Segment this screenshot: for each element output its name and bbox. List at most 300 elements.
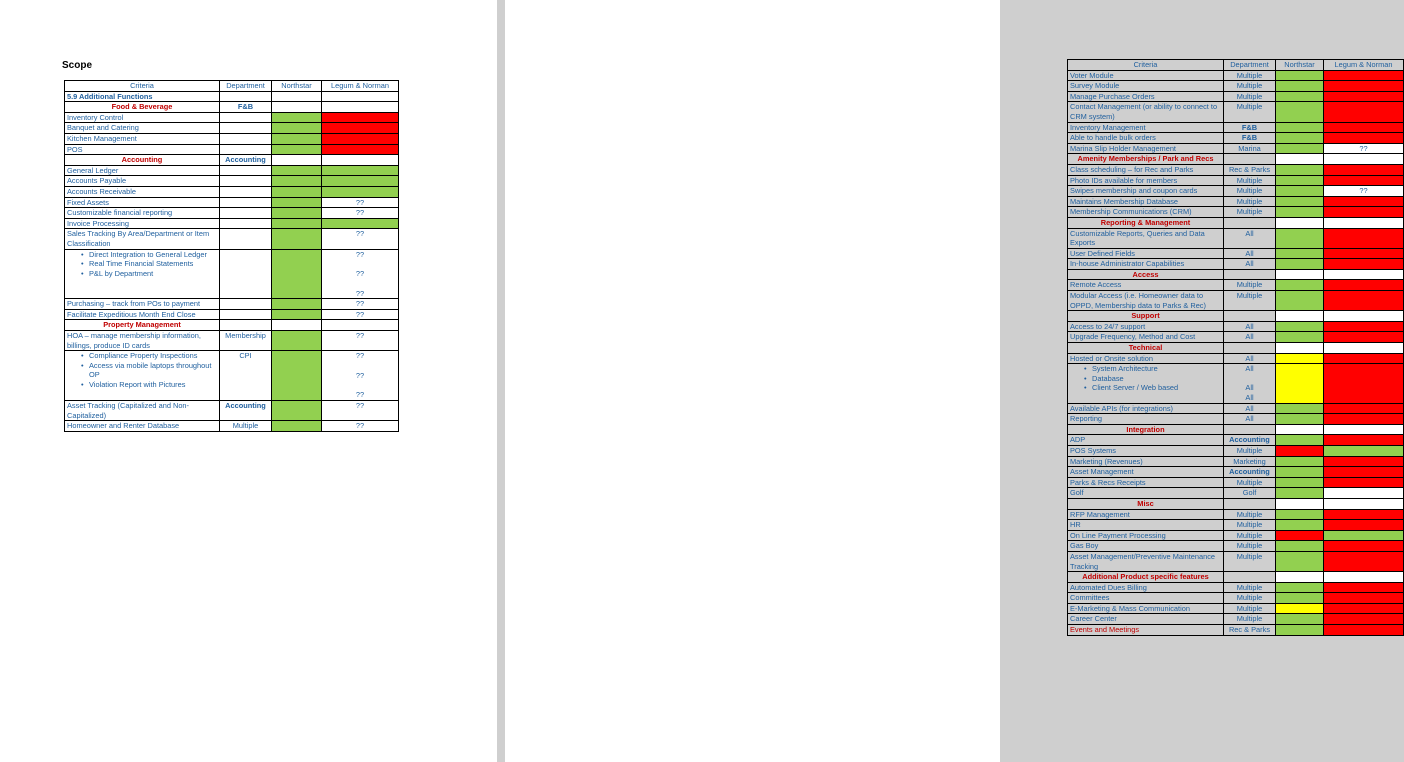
table-row [65, 331, 399, 351]
northstar-rating-cell [1276, 343, 1324, 354]
legum-norman-rating-cell [1324, 343, 1404, 354]
criteria-cell [65, 133, 220, 144]
bullet-item: • Compliance Property Inspections [67, 351, 217, 361]
criteria-cell [1068, 530, 1224, 541]
criteria-cell [1068, 280, 1224, 291]
legum-norman-rating-cell [1324, 364, 1404, 403]
department-text: All [1245, 353, 1254, 363]
question-mark: ?? [355, 401, 365, 411]
northstar-rating-cell [1276, 70, 1324, 81]
criteria-text: Automated Dues Billing [1070, 582, 1147, 592]
criteria-cell [1068, 424, 1224, 435]
criteria-cell [65, 155, 220, 166]
criteria-text: Committees [1070, 593, 1110, 603]
criteria-text: Fixed Assets [67, 197, 109, 207]
department-text: Multiple [1236, 196, 1263, 206]
northstar-rating-cell [1276, 477, 1324, 488]
department-text: Rec & Parks [1228, 164, 1271, 174]
criteria-cell [1068, 445, 1224, 456]
criteria-text: Integration [1126, 424, 1165, 434]
legum-norman-rating-cell [1324, 435, 1404, 446]
legum-norman-rating-cell [1324, 164, 1404, 175]
department-text: All [1245, 364, 1254, 374]
department-cell [1224, 70, 1276, 81]
department-text: All [1245, 332, 1254, 342]
document-page-2 [505, 0, 1393, 762]
question-mark: ?? [355, 309, 365, 319]
question-mark: ?? [355, 269, 365, 279]
legum-norman-rating-cell [1324, 353, 1404, 364]
criteria-text: Customizable financial reporting [67, 208, 173, 218]
department-cell [1224, 498, 1276, 509]
criteria-text: Marketing (Revenues) [1070, 456, 1143, 466]
bullet-item: • P&L by Department [67, 269, 217, 279]
department-cell [1224, 582, 1276, 593]
header-northstar: Northstar [272, 81, 322, 92]
department-cell [220, 299, 272, 310]
criteria-cell [1068, 456, 1224, 467]
criteria-text: HOA – manage membership information, billings, produce ID cards [67, 331, 201, 350]
criteria-text: Golf [1070, 488, 1084, 498]
department-cell [1224, 530, 1276, 541]
criteria-cell [1068, 582, 1224, 593]
department-text: Multiple [1236, 520, 1263, 530]
department-cell [1224, 603, 1276, 614]
criteria-cell [65, 102, 220, 113]
criteria-cell [1068, 551, 1224, 571]
northstar-rating-cell [1276, 551, 1324, 571]
department-cell [1224, 143, 1276, 154]
northstar-rating-cell [1276, 269, 1324, 280]
criteria-cell [1068, 364, 1224, 403]
department-cell [220, 309, 272, 320]
department-cell [220, 229, 272, 249]
criteria-text: Invoice Processing [67, 218, 130, 228]
northstar-rating-cell [1276, 488, 1324, 499]
department-cell [220, 123, 272, 134]
table-row [1068, 456, 1404, 467]
northstar-rating-cell [272, 229, 322, 249]
legum-norman-rating-cell [1324, 291, 1404, 311]
northstar-rating-cell [1276, 102, 1324, 122]
northstar-rating-cell [1276, 530, 1324, 541]
legum-norman-rating-cell [322, 299, 399, 310]
criteria-text: HR [1070, 520, 1081, 530]
criteria-cell [65, 208, 220, 219]
table-row [1068, 520, 1404, 531]
table-row [1068, 403, 1404, 414]
northstar-rating-cell [1276, 164, 1324, 175]
criteria-text: Amenity Memberships / Park and Recs [1077, 154, 1214, 164]
department-cell [1224, 196, 1276, 207]
header-department: Department [1224, 60, 1276, 71]
legum-norman-rating-cell [1324, 70, 1404, 81]
criteria-cell [1068, 70, 1224, 81]
criteria-text: Technical [1128, 343, 1163, 353]
table-row [1068, 248, 1404, 259]
criteria-cell [65, 91, 220, 102]
department-text: Multiple [232, 421, 259, 431]
table-row [1068, 414, 1404, 425]
department-text: CPI [239, 351, 252, 361]
table-row [1068, 332, 1404, 343]
legum-norman-rating-cell [1324, 102, 1404, 122]
northstar-rating-cell [1276, 259, 1324, 270]
department-cell [1224, 364, 1276, 403]
criteria-cell [1068, 435, 1224, 446]
section-row [1068, 311, 1404, 322]
legum-norman-rating-cell [1324, 424, 1404, 435]
criteria-cell [65, 309, 220, 320]
department-cell [1224, 311, 1276, 322]
section-row [1068, 154, 1404, 165]
criteria-text: Asset Tracking (Capitalized and Non-Capitalized) [67, 401, 190, 420]
criteria-text: Homeowner and Renter Database [67, 421, 180, 431]
legum-norman-rating-cell [1324, 498, 1404, 509]
department-cell [1224, 186, 1276, 197]
criteria-cell [1068, 321, 1224, 332]
header-criteria: Criteria [1068, 60, 1224, 71]
department-cell [1224, 81, 1276, 92]
table-row [1068, 164, 1404, 175]
department-cell [1224, 614, 1276, 625]
department-cell [1224, 248, 1276, 259]
legum-norman-rating-cell [1324, 477, 1404, 488]
table-row [65, 186, 399, 197]
northstar-rating-cell [272, 186, 322, 197]
criteria-text: Misc [1137, 498, 1154, 508]
table-row [1068, 175, 1404, 186]
header-northstar: Northstar [1276, 60, 1324, 71]
table-row [1068, 70, 1404, 81]
northstar-rating-cell [272, 155, 322, 166]
northstar-rating-cell [272, 331, 322, 351]
criteria-text: Inventory Control [67, 112, 124, 122]
legum-norman-rating-cell [1324, 186, 1404, 197]
criteria-text: Upgrade Frequency, Method and Cost [1070, 332, 1196, 342]
criteria-text: Photo IDs available for members [1070, 175, 1178, 185]
northstar-rating-cell [1276, 196, 1324, 207]
header-legum-norman: Legum & Norman [1324, 60, 1404, 71]
department-cell [220, 331, 272, 351]
department-cell [1224, 175, 1276, 186]
criteria-cell [65, 176, 220, 187]
criteria-text: Customizable Reports, Queries and Data Exports [1070, 228, 1205, 248]
criteria-text: Reporting & Management [1100, 217, 1191, 227]
legum-norman-rating-cell [1324, 572, 1404, 583]
department-text: Multiple [1236, 445, 1263, 455]
criteria-text: Food & Beverage [111, 102, 173, 112]
criteria-cell [1068, 248, 1224, 259]
department-cell [220, 155, 272, 166]
table-row [65, 123, 399, 134]
criteria-cell [1068, 572, 1224, 583]
department-cell [220, 208, 272, 219]
department-text: Multiple [1236, 207, 1263, 217]
department-text: Multiple [1236, 186, 1263, 196]
table-row [65, 299, 399, 310]
department-text: Multiple [1236, 280, 1263, 290]
criteria-cell [65, 320, 220, 331]
criteria-text: Additional Product specific features [1082, 572, 1209, 582]
table-row [65, 197, 399, 208]
legum-norman-rating-cell [1324, 332, 1404, 343]
criteria-text: User Defined Fields [1070, 248, 1135, 258]
section-row [1068, 424, 1404, 435]
northstar-rating-cell [1276, 435, 1324, 446]
legum-norman-rating-cell [1324, 488, 1404, 499]
criteria-text: Available APIs (for integrations) [1070, 403, 1173, 413]
northstar-rating-cell [1276, 572, 1324, 583]
table-row [1068, 435, 1404, 446]
department-cell [1224, 541, 1276, 552]
criteria-text: Accounts Payable [67, 176, 127, 186]
legum-norman-rating-cell [322, 331, 399, 351]
department-text: Multiple [1236, 291, 1263, 301]
department-text: Marina [1238, 143, 1261, 153]
table-row [65, 249, 399, 299]
northstar-rating-cell [1276, 614, 1324, 625]
legum-norman-rating-cell [1324, 603, 1404, 614]
criteria-cell [1068, 164, 1224, 175]
criteria-cell [65, 197, 220, 208]
table-row [1068, 228, 1404, 248]
question-mark: ?? [355, 370, 365, 380]
department-cell [220, 351, 272, 401]
table-row [65, 112, 399, 123]
table-row [65, 401, 399, 421]
criteria-text: Access [1132, 269, 1159, 279]
northstar-rating-cell [272, 299, 322, 310]
department-cell [1224, 353, 1276, 364]
legum-norman-rating-cell [322, 186, 399, 197]
department-cell [220, 165, 272, 176]
criteria-text: Facilitate Expeditious Month End Close [67, 309, 196, 319]
northstar-rating-cell [272, 165, 322, 176]
northstar-rating-cell [1276, 207, 1324, 218]
northstar-rating-cell [272, 208, 322, 219]
legum-norman-rating-cell [322, 351, 399, 401]
legum-norman-rating-cell [1324, 520, 1404, 531]
criteria-text: Sales Tracking By Area/Department or Item Classification [67, 229, 210, 248]
criteria-cell [65, 299, 220, 310]
table-row [1068, 551, 1404, 571]
criteria-cell [65, 351, 220, 401]
department-cell [1224, 154, 1276, 165]
table-row [1068, 353, 1404, 364]
department-cell [220, 144, 272, 155]
department-text: F&B [1241, 133, 1258, 143]
northstar-rating-cell [1276, 133, 1324, 144]
department-cell [1224, 625, 1276, 636]
question-mark: ?? [1359, 186, 1368, 196]
legum-norman-rating-cell [322, 208, 399, 219]
legum-norman-rating-cell [1324, 154, 1404, 165]
department-text: Multiple [1236, 91, 1263, 101]
criteria-text: In-house Administrator Capabilities [1070, 259, 1185, 269]
northstar-rating-cell [1276, 364, 1324, 403]
northstar-rating-cell [272, 197, 322, 208]
legum-norman-rating-cell [1324, 248, 1404, 259]
department-cell [1224, 456, 1276, 467]
table-row [65, 351, 399, 401]
legum-norman-rating-cell [1324, 582, 1404, 593]
legum-norman-rating-cell [1324, 207, 1404, 218]
question-mark: ?? [355, 331, 365, 341]
department-text: Marketing [1233, 456, 1266, 466]
department-text: Multiple [1236, 614, 1263, 624]
criteria-cell [1068, 403, 1224, 414]
table-row [1068, 259, 1404, 270]
table-row [1068, 509, 1404, 520]
northstar-rating-cell [272, 309, 322, 320]
department-cell [220, 133, 272, 144]
criteria-text: Asset Management [1070, 467, 1134, 477]
department-cell [1224, 102, 1276, 122]
department-text: Rec & Parks [1228, 625, 1271, 635]
department-text: F&B [237, 102, 254, 112]
northstar-rating-cell [1276, 445, 1324, 456]
northstar-rating-cell [1276, 424, 1324, 435]
department-cell [220, 320, 272, 331]
criteria-text: Access to 24/7 support [1070, 321, 1146, 331]
department-cell [1224, 228, 1276, 248]
criteria-cell [65, 249, 220, 299]
legum-norman-rating-cell [1324, 614, 1404, 625]
table-row [1068, 614, 1404, 625]
legum-norman-rating-cell [1324, 509, 1404, 520]
table-row [1068, 582, 1404, 593]
department-cell [1224, 259, 1276, 270]
bullet-item: • Access via mobile laptops throughout OP [67, 361, 217, 380]
criteria-cell [1068, 467, 1224, 478]
bullet-item: • Database [1070, 374, 1221, 384]
department-text: Multiple [1236, 603, 1263, 613]
legum-norman-rating-cell [322, 229, 399, 249]
legum-norman-rating-cell [322, 112, 399, 123]
department-text: Multiple [1236, 477, 1263, 487]
table-row [65, 91, 399, 102]
legum-norman-rating-cell [1324, 403, 1404, 414]
northstar-rating-cell [272, 320, 322, 331]
criteria-cell [1068, 91, 1224, 102]
section-row [65, 320, 399, 331]
legum-norman-rating-cell [1324, 625, 1404, 636]
legum-norman-rating-cell [322, 320, 399, 331]
table-row [1068, 133, 1404, 144]
criteria-text: E-Marketing & Mass Communication [1070, 603, 1190, 613]
criteria-text: POS [67, 144, 83, 154]
department-text: All [1245, 321, 1254, 331]
department-text: All [1245, 383, 1254, 393]
criteria-cell [65, 123, 220, 134]
department-cell [1224, 291, 1276, 311]
section-row [1068, 498, 1404, 509]
criteria-cell [1068, 154, 1224, 165]
northstar-rating-cell [272, 144, 322, 155]
criteria-text: Voter Module [1070, 70, 1114, 80]
northstar-rating-cell [272, 133, 322, 144]
criteria-cell [1068, 207, 1224, 218]
table-row [1068, 207, 1404, 218]
northstar-rating-cell [1276, 593, 1324, 604]
table-row [65, 309, 399, 320]
table-row [65, 208, 399, 219]
department-cell [1224, 343, 1276, 354]
legum-norman-rating-cell [322, 155, 399, 166]
department-text: Multiple [1236, 509, 1263, 519]
criteria-cell [1068, 498, 1224, 509]
legum-norman-rating-cell [322, 421, 399, 432]
criteria-cell [1068, 414, 1224, 425]
department-text: Multiple [1236, 70, 1263, 80]
criteria-cell [1068, 353, 1224, 364]
criteria-cell [1068, 593, 1224, 604]
legum-norman-rating-cell [322, 91, 399, 102]
department-cell [1224, 91, 1276, 102]
criteria-cell [1068, 509, 1224, 520]
department-cell [1224, 207, 1276, 218]
table-row [1068, 280, 1404, 291]
criteria-cell [1068, 175, 1224, 186]
criteria-cell [1068, 488, 1224, 499]
department-cell [1224, 217, 1276, 228]
table-row [1068, 186, 1404, 197]
criteria-cell [1068, 332, 1224, 343]
table-row [1068, 321, 1404, 332]
legum-norman-rating-cell [1324, 321, 1404, 332]
criteria-cell [1068, 102, 1224, 122]
legum-norman-rating-cell [322, 249, 399, 299]
criteria-cell [1068, 343, 1224, 354]
department-cell [1224, 133, 1276, 144]
table-row [1068, 196, 1404, 207]
department-cell [1224, 122, 1276, 133]
legum-norman-rating-cell [322, 123, 399, 134]
criteria-text: Events and Meetings [1070, 625, 1140, 635]
department-cell [220, 91, 272, 102]
legum-norman-rating-cell [1324, 269, 1404, 280]
table-row [1068, 625, 1404, 636]
legum-norman-rating-cell [1324, 133, 1404, 144]
criteria-text: Marina Slip Holder Management [1070, 143, 1176, 153]
question-mark: ?? [355, 351, 365, 361]
department-cell [1224, 321, 1276, 332]
legum-norman-rating-cell [1324, 196, 1404, 207]
department-cell [1224, 332, 1276, 343]
criteria-cell [1068, 614, 1224, 625]
legum-norman-rating-cell [1324, 551, 1404, 571]
criteria-text: Class scheduling – for Rec and Parks [1070, 164, 1194, 174]
legum-norman-rating-cell [1324, 228, 1404, 248]
department-text: All [1245, 259, 1254, 269]
department-cell [1224, 509, 1276, 520]
criteria-text: Kitchen Management [67, 133, 137, 143]
criteria-cell [65, 331, 220, 351]
table-row [1068, 593, 1404, 604]
bullet-item: • Violation Report with Pictures [67, 380, 217, 390]
legum-norman-rating-cell [1324, 217, 1404, 228]
criteria-text: Accounts Receivable [67, 186, 137, 196]
legum-norman-rating-cell [1324, 311, 1404, 322]
northstar-rating-cell [272, 218, 322, 229]
criteria-text: Banquet and Catering [67, 123, 139, 133]
section-row [65, 102, 399, 113]
criteria-text: Asset Management/Preventive Maintenance Tracking [1070, 551, 1216, 571]
department-text: Golf [1242, 488, 1257, 498]
northstar-rating-cell [1276, 311, 1324, 322]
northstar-rating-cell [1276, 520, 1324, 531]
